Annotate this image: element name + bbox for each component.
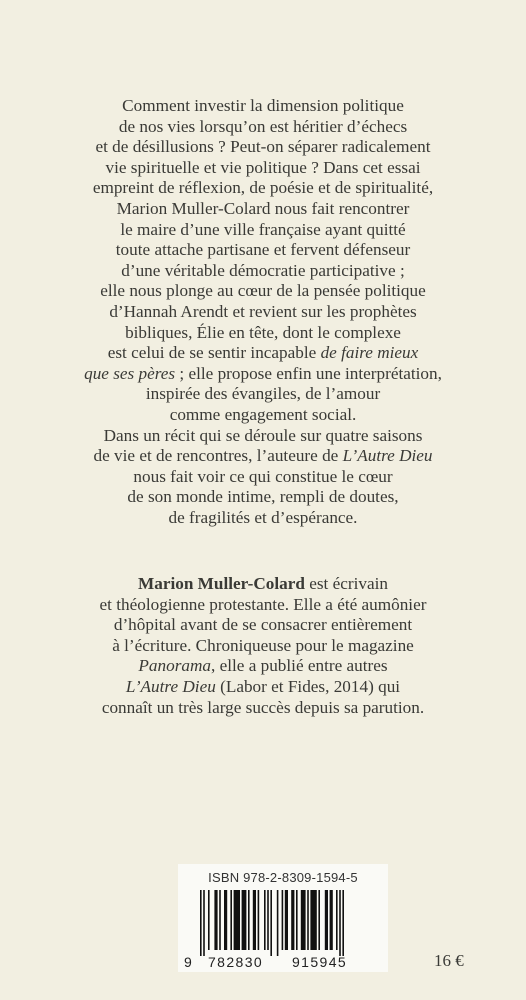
blurb-line: Marion Muller-Colard nous fait rencontrer [116, 198, 410, 218]
barcode-bar [277, 890, 279, 956]
blurb-line: d’une véritable démocratie participative ; [121, 260, 405, 280]
blurb-line: empreint de réflexion, de poésie et de spiritualité, [92, 178, 434, 198]
barcode-bar [307, 890, 309, 950]
barcode-bar [200, 890, 202, 956]
barcode-bar [248, 890, 250, 950]
bio-line: d’hôpital avant de se consacrer entièrement [113, 615, 413, 635]
barcode-bar [253, 890, 256, 950]
bio-text: (Labor et Fides, 2014) qui [215, 676, 401, 696]
isbn-number: ISBN 978-2-8309-1594-5 [208, 870, 358, 885]
blurb-line: toute attache partisane et fervent défenseur [115, 240, 411, 260]
barcode-bar [264, 890, 266, 950]
blurb-line: le maire d’une ville française ayant quitté [120, 219, 406, 239]
barcode-digits-left: 782830 [208, 954, 264, 970]
blurb-line: de nos vies lorsqu’on est héritier d’échecs [118, 116, 408, 136]
barcode-bar [301, 890, 306, 950]
barcode-bar [270, 890, 272, 956]
blurb-line: d’Hannah Arendt et revient sur les prophètes [109, 301, 417, 321]
blurb-line: comme engagement social. [169, 404, 357, 424]
barcode-digits [178, 954, 388, 970]
blurb-line [0, 446, 526, 467]
barcode-bar [267, 890, 269, 950]
barcode-bar [234, 890, 240, 950]
isbn-barcode [178, 864, 388, 972]
barcode-bars [198, 890, 384, 956]
back-cover-blurb [0, 96, 526, 528]
barcode-bar [282, 890, 284, 950]
bio-line: connaît un très large succès depuis sa parution. [101, 697, 425, 717]
barcode-bar [285, 890, 288, 950]
bio-line [0, 677, 526, 698]
blurb-line: vie spirituelle et vie politique ? Dans cet essai [105, 157, 421, 177]
blurb-line: bibliques, Élie en tête, dont le complexe [125, 322, 401, 342]
barcode-bar [339, 890, 341, 956]
italic-quote: que ses pères [84, 363, 176, 383]
barcode-bar [342, 890, 344, 956]
blurb-line: nous fait voir ce qui constitue le cœur [133, 466, 393, 486]
blurb-text: ; elle propose enfin une interprétation, [175, 363, 442, 383]
barcode-digit-first: 9 [184, 954, 192, 970]
barcode-digits-right: 915945 [292, 954, 348, 970]
price-label: 16 € [434, 951, 464, 970]
bio-line [0, 574, 526, 595]
barcode-bar [224, 890, 227, 950]
author-bio [0, 574, 526, 718]
book-title: L’Autre Dieu [125, 676, 216, 696]
barcode-bar [330, 890, 333, 950]
barcode-bar [258, 890, 260, 950]
blurb-line: de son monde intime, rempli de doutes, [127, 487, 399, 507]
barcode-bar [214, 890, 217, 950]
italic-quote: de faire mieux [320, 343, 419, 363]
blurb-line [0, 364, 526, 385]
barcode-bar [336, 890, 338, 950]
bio-text: est écrivain [304, 574, 388, 593]
barcode-bar [242, 890, 247, 950]
magazine-title: Panorama [138, 656, 211, 676]
book-title: L’Autre Dieu [342, 446, 433, 466]
blurb-line: Comment investir la dimension politique [122, 96, 404, 115]
bio-text: , elle a publié entre autres [211, 656, 388, 676]
barcode-bar [310, 890, 316, 950]
barcode-bar [318, 890, 320, 950]
barcode-bar [230, 890, 232, 950]
blurb-line: et de désillusions ? Peut-on séparer radicalement [95, 137, 431, 157]
bio-line: et théologienne protestante. Elle a été aumônier [99, 594, 427, 614]
barcode-bar [291, 890, 294, 950]
blurb-line: Dans un récit qui se déroule sur quatre saisons [103, 425, 423, 445]
blurb-text: est celui de se sentir incapable [107, 343, 321, 363]
barcode-bar [219, 890, 221, 950]
blurb-line: de fragilités et d’espérance. [168, 507, 358, 527]
barcode-bar [296, 890, 298, 950]
blurb-line [0, 343, 526, 364]
bio-line: à l’écriture. Chroniqueuse pour le magazine [112, 635, 414, 655]
blurb-text: de vie et de rencontres, l’auteure de [93, 446, 343, 466]
barcode-bar [208, 890, 210, 950]
author-name: Marion Muller-Colard [138, 574, 305, 593]
barcode-bar [325, 890, 328, 950]
blurb-line: inspirée des évangiles, de l’amour [145, 384, 381, 404]
bio-line [0, 656, 526, 677]
blurb-line: elle nous plonge au cœur de la pensée politique [100, 281, 426, 301]
barcode-bar [203, 890, 205, 956]
